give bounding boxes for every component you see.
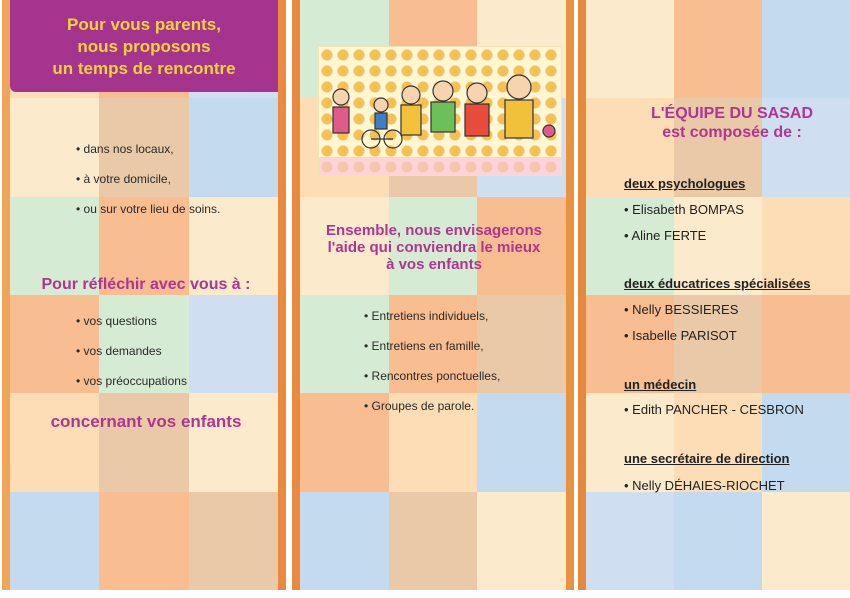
list-item: • Entretiens individuels, [364, 307, 500, 337]
purple-banner [10, 0, 278, 92]
team-title: L'ÉQUIPE DU SASAD est composée de : [650, 105, 814, 141]
group-title: deux éducatrices spécialisées [624, 276, 811, 291]
group-title: un médecin [624, 377, 697, 392]
group-title: deux psychologues [624, 176, 746, 191]
team-member: • Nelly BESSIERES [624, 302, 738, 317]
banner-text: Pour vous parents, nous proposons un temps de rencontre [52, 15, 236, 78]
services-list [364, 307, 500, 427]
list-item: • Rencontres ponctuelles, [364, 367, 500, 397]
concerning-heading: concernant vos enfants [50, 412, 242, 431]
team-member: • Aline FERTE [624, 228, 706, 243]
reflect-heading: Pour réfléchir avec vous à : [41, 276, 251, 293]
team-member: • Isabelle PARISOT [624, 328, 737, 343]
together-heading: Ensemble, nous envisagerons l'aide qui conviendra le mieux à vos enfants [326, 222, 542, 273]
panel-parents [2, 0, 286, 590]
list-item: • à votre domicile, [76, 170, 220, 200]
list-item: • vos demandes [76, 342, 187, 372]
team-member: • Nelly DÉHAIES-RIOCHET [624, 478, 785, 493]
panel-services [292, 0, 574, 590]
team-member: • Edith PANCHER - CESBRON [624, 402, 804, 417]
panel-team [578, 0, 850, 590]
children-drawing [318, 46, 562, 176]
list-item: • dans nos locaux, [76, 140, 220, 170]
patchwork-background [586, 0, 850, 590]
places-list [76, 140, 220, 230]
list-item: • ou sur votre lieu de soins. [76, 200, 220, 230]
topics-list [76, 312, 187, 402]
list-item: • Entretiens en famille, [364, 337, 500, 367]
list-item: • vos préoccupations [76, 372, 187, 402]
list-item: • vos questions [76, 312, 187, 342]
group-title: une secrétaire de direction [624, 451, 790, 466]
children-figures-icon [319, 47, 561, 175]
team-member: • Elisabeth BOMPAS [624, 202, 744, 217]
list-item: • Groupes de parole. [364, 397, 500, 427]
